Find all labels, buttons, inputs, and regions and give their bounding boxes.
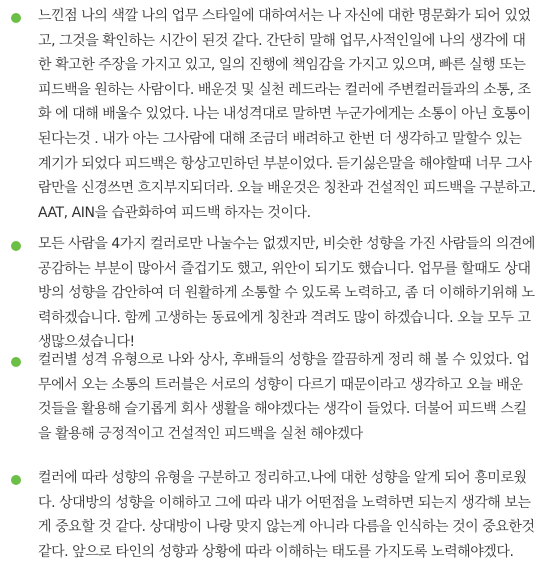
entry-text: 컬러에 따라 성향의 유형을 구분하고 정리하고.나에 대한 성향을 알게 되어 흥미로웠다. 상대방의 성향을 이해하고 그에 따라 내가 어떤점을 노력하면 되는지 생각해 보는게 중요할 것 같다. 상대방이 나랑 맞지 않는게 아니라 다름을 인식하는 것이 중요한것 같다. 앞으로 타인의 성향과 상황에 따라 이해하는 태도를 가지도록 노력해야겠다. (38, 470, 535, 560)
green-dot-icon (11, 13, 21, 23)
list-item (0, 466, 547, 564)
entry-text: 모든 사람을 4가지 컬러로만 나눌수는 없겠지만, 비슷한 성향을 가진 사람들의 의견에 공감하는 부분이 많아서 즐겁기도 했고, 위안이 되기도 했습니다. 업무를 할때도 상대방의 성향을 감안하여 더 원활하게 소통할 수 있도록 노력하고, 좀 더 이해하기위해 노력하겠습니다. 함께 고생하는 동료에게 칭찬과 격려도 많이 하겠습니다. 오늘 모두 고생많으셨습니다! (38, 236, 535, 351)
entry-text: 컬러별 성격 유형으로 나와 상사, 후배들의 성향을 깔끔하게 정리 해 볼 수 있었다. 업무에서 오는 소통의 트러블은 서로의 성향이 다르기 때문이라고 생각하고 오늘 배운 것들을 활용해 슬기롭게 회사 생활을 해야겠다는 생각이 들었다. 더불어 피드백 스킬을 활용해 긍정적이고 건설적인 피드백을 실천 해야겠다 (38, 352, 530, 442)
entry-text: 느낀점 나의 색깔 나의 업무 스타일에 대하여서는 나 자신에 대한 명문화가 되어 있었고, 그것을 확인하는 시간이 된것 같다. 간단히 말해 업무,사적인일에 나의 생각에 대한 확고한 주장을 가지고 있고, 일의 진행에 책임감을 가지고 있으며, 빠른 실행 또는 피드백을 원하는 사람이다. 배운것 및 실천 레드라는 컬러에 주변컬러들과의 소통, 조화 에 대해 배울수 있었다. 나는 내성격대로 말하면 누군가에게는 소통이 아닌 호통이된다는것 . 내가 아는 그사람에 대해 조금더 배려하고 한번 더 생각하고 말할수 있는 계기가 되었다 피드백은 항상고민하던 부분이었다. 듣기싫은말을 해야할때 너무 그사람만을 신경쓰면 흐지부지되더라. 오늘 배운것은 칭찬과 건설적인 피드백을 구분하고. AAT, AIN을 습관화하여 피드백 하자는 것이다. (38, 8, 536, 221)
list-item (0, 348, 547, 446)
green-dot-icon (11, 357, 21, 367)
list-item (0, 232, 547, 355)
list-item (0, 4, 547, 225)
green-dot-icon (11, 475, 21, 485)
green-dot-icon (11, 241, 21, 251)
